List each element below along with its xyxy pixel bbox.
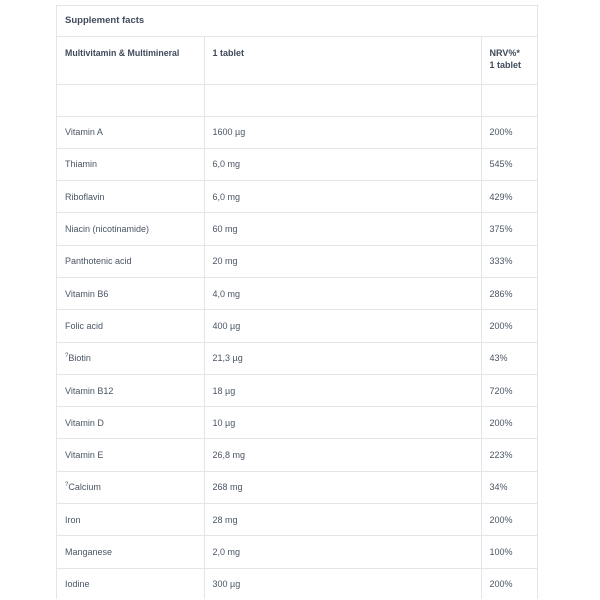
nrv-cell: 375%: [481, 213, 537, 245]
table-row: [57, 439, 537, 471]
nrv-cell: 200%: [481, 568, 537, 599]
ingredient-name: Niacin (nicotinamide): [65, 224, 150, 235]
amount-cell: 300 µg: [204, 568, 481, 599]
ingredient-cell: [57, 342, 204, 374]
amount-cell: 400 µg: [204, 310, 481, 342]
table-row: [57, 181, 537, 213]
empty-cell: [204, 84, 481, 116]
ingredient-cell: [57, 148, 204, 180]
nrv-cell: 34%: [481, 471, 537, 503]
table-row: [57, 568, 537, 599]
ingredient-cell: [57, 568, 204, 599]
footnote-marker: ?: [65, 482, 69, 489]
amount-cell: 60 mg: [204, 213, 481, 245]
amount-cell: 6,0 mg: [204, 181, 481, 213]
empty-row: [57, 84, 537, 116]
nrv-cell: 200%: [481, 116, 537, 148]
amount-cell: 6,0 mg: [204, 148, 481, 180]
table-header-row: [57, 37, 537, 84]
ingredient-cell: [57, 245, 204, 277]
amount-cell: 1600 µg: [204, 116, 481, 148]
panel-title: Supplement facts: [57, 6, 537, 37]
supplement-facts-table: [57, 37, 537, 599]
ingredient-name: Panthotenic acid: [65, 256, 132, 267]
nrv-cell: 200%: [481, 407, 537, 439]
ingredient-name: Calcium: [68, 482, 101, 493]
ingredient-name: Vitamin A: [65, 127, 103, 138]
ingredient-cell: [57, 374, 204, 406]
nrv-cell: 286%: [481, 277, 537, 309]
table-row: [57, 277, 537, 309]
amount-cell: 28 mg: [204, 504, 481, 536]
supplement-facts-panel: [56, 5, 538, 599]
ingredient-cell: [57, 536, 204, 568]
table-row: [57, 374, 537, 406]
ingredient-cell: [57, 407, 204, 439]
ingredient-cell: [57, 504, 204, 536]
table-row: [57, 213, 537, 245]
table-row: [57, 342, 537, 374]
table-row: [57, 245, 537, 277]
table-row: [57, 471, 537, 503]
ingredient-name: Manganese: [65, 547, 113, 557]
nrv-cell: 200%: [481, 504, 537, 536]
ingredient-cell: [57, 116, 204, 148]
table-row: [57, 407, 537, 439]
ingredient-name: Vitamin B6: [65, 288, 109, 299]
amount-cell: 268 mg: [204, 471, 481, 503]
ingredient-name: Iron: [65, 514, 81, 525]
ingredient-name: Biotin: [68, 353, 91, 364]
footnote-marker: ?: [65, 353, 69, 360]
ingredient-name: Folic acid: [65, 320, 104, 331]
nrv-cell: 545%: [481, 148, 537, 180]
amount-cell: 20 mg: [204, 245, 481, 277]
ingredient-name: Vitamin D: [65, 417, 104, 428]
header-nrv-label: NRV%*: [489, 48, 520, 58]
nrv-cell: 720%: [481, 374, 537, 406]
nrv-cell: 200%: [481, 310, 537, 342]
amount-cell: 10 µg: [204, 407, 481, 439]
table-row: [57, 116, 537, 148]
nrv-cell: 43%: [481, 342, 537, 374]
ingredient-name: Vitamin E: [65, 450, 104, 461]
amount-cell: 26,8 mg: [204, 439, 481, 471]
ingredient-cell: [57, 277, 204, 309]
nrv-cell: 100%: [481, 536, 537, 568]
table-row: [57, 148, 537, 180]
empty-cell: [57, 84, 204, 116]
ingredient-cell: [57, 310, 204, 342]
ingredient-cell: [57, 213, 204, 245]
amount-cell: 21,3 µg: [204, 342, 481, 374]
nrv-cell: 429%: [481, 181, 537, 213]
amount-cell: 2,0 mg: [204, 536, 481, 568]
ingredient-name: Iodine: [65, 579, 90, 590]
amount-cell: 4,0 mg: [204, 277, 481, 309]
header-amount: 1 tablet: [204, 37, 481, 84]
nrv-cell: 223%: [481, 439, 537, 471]
header-ingredient: Multivitamin & Multimineral: [57, 37, 204, 84]
ingredient-name: Riboflavin: [65, 191, 105, 202]
nrv-cell: 333%: [481, 245, 537, 277]
empty-cell: [481, 84, 537, 116]
amount-cell: 18 µg: [204, 374, 481, 406]
table-row: [57, 536, 537, 568]
ingredient-cell: [57, 471, 204, 503]
ingredient-cell: [57, 181, 204, 213]
table-row: [57, 504, 537, 536]
header-nrv: [481, 37, 537, 84]
ingredient-name: Thiamin: [65, 159, 98, 170]
ingredient-cell: [57, 439, 204, 471]
table-row: [57, 310, 537, 342]
header-nrv-serving: 1 tablet: [489, 60, 522, 70]
ingredient-name: Vitamin B12: [65, 385, 114, 396]
